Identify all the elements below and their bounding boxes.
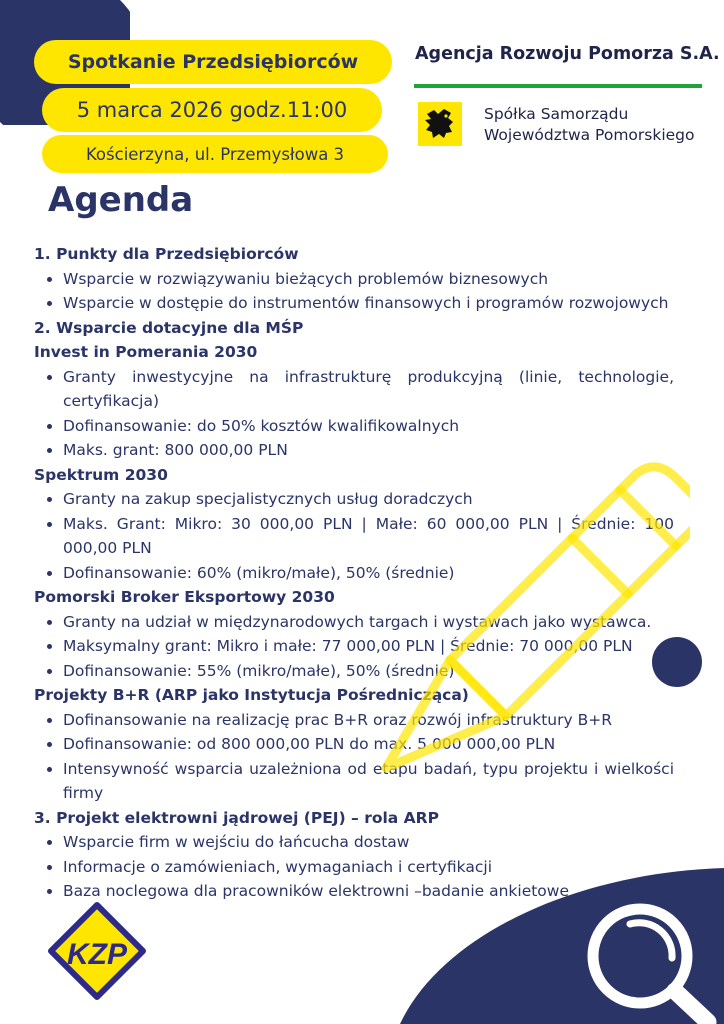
- list-item: • Baza noclegowa dla pracowników elektrowni –badanie ankietowe: [63, 879, 674, 904]
- list-item: • Dofinansowanie: od 800 000,00 PLN do max. 5 000 000,00 PLN: [63, 732, 674, 757]
- section-title: 1. Punkty dla Przedsiębiorców: [34, 245, 299, 263]
- section-title: 2. Wsparcie dotacyjne dla MŚP: [34, 318, 304, 337]
- organization-subtitle: [484, 104, 695, 146]
- list-item: • Intensywność wsparcia uzależniona od etapu badań, typu projektu i wielkości firmy: [63, 757, 674, 806]
- subtitle-line-1: Spółka Samorządu: [484, 105, 629, 123]
- event-title: Spotkanie Przedsiębiorców: [34, 40, 392, 84]
- agenda-title: Agenda: [48, 180, 194, 220]
- pencil-icon: [360, 450, 690, 795]
- magnifier-icon: [578, 896, 724, 1024]
- list-item: • Granty na zakup specjalistycznych usług doradczych: [63, 487, 674, 512]
- program-title: Projekty B+R (ARP jako Instytucja Pośrednicząca): [34, 686, 469, 704]
- program-title: Invest in Pomerania 2030: [34, 343, 258, 361]
- crest-icon: [418, 102, 462, 146]
- bullet-list: [34, 267, 674, 316]
- divider: [414, 84, 702, 88]
- program-title: Spektrum 2030: [34, 465, 168, 484]
- list-item: • Granty inwestycyjne na infrastrukturę produkcyjną (linie, technologie, certyfikacja): [63, 365, 674, 414]
- svg-text:KZP: KZP: [67, 938, 127, 971]
- organization-name: Agencja Rozwoju Pomorza S.A.: [415, 44, 720, 64]
- bullet-list: [34, 830, 674, 904]
- list-item: • Maksymalny grant: Mikro i małe: 77 000,00 PLN | Średnie: 70 000,00 PLN: [63, 634, 674, 659]
- list-item: • Dofinansowanie: 55% (mikro/małe), 50% (średnie): [63, 659, 674, 684]
- list-item: • Informacje o zamówieniach, wymaganiach i certyfikacji: [63, 855, 674, 880]
- kzp-logo: [48, 902, 146, 1000]
- event-location: Kościerzyna, ul. Przemysłowa 3: [42, 135, 388, 173]
- list-item: • Maks. grant: 800 000,00 PLN: [63, 438, 674, 463]
- list-item: • Granty na udział w międzynarodowych targach i wystawach jako wystawca.: [63, 610, 674, 635]
- section-title: 3. Projekt elektrowni jądrowej (PEJ) – rola ARP: [34, 808, 439, 827]
- program-title: Pomorski Broker Eksportowy 2030: [34, 588, 335, 606]
- subtitle-line-2: Województwa Pomorskiego: [484, 126, 695, 144]
- list-item: • Wsparcie w rozwiązywaniu bieżących problemów biznesowych: [63, 267, 674, 292]
- list-item: • Maks. Grant: Mikro: 30 000,00 PLN | Małe: 60 000,00 PLN | Średnie: 100 000,00 PLN: [63, 512, 674, 561]
- event-date-time: 5 marca 2026 godz.11:00: [42, 88, 382, 132]
- list-item: • Dofinansowanie: 60% (mikro/małe), 50% (średnie): [63, 561, 674, 586]
- list-item: • Wsparcie firm w wejściu do łańcucha dostaw: [63, 830, 674, 855]
- list-item: • Wsparcie w dostępie do instrumentów finansowych i programów rozwojowych: [63, 291, 674, 316]
- bullet-list: [34, 365, 674, 463]
- list-item: • Dofinansowanie na realizację prac B+R oraz rozwój infrastruktury B+R: [63, 708, 674, 733]
- list-item: • Dofinansowanie: do 50% kosztów kwalifikowalnych: [63, 414, 674, 439]
